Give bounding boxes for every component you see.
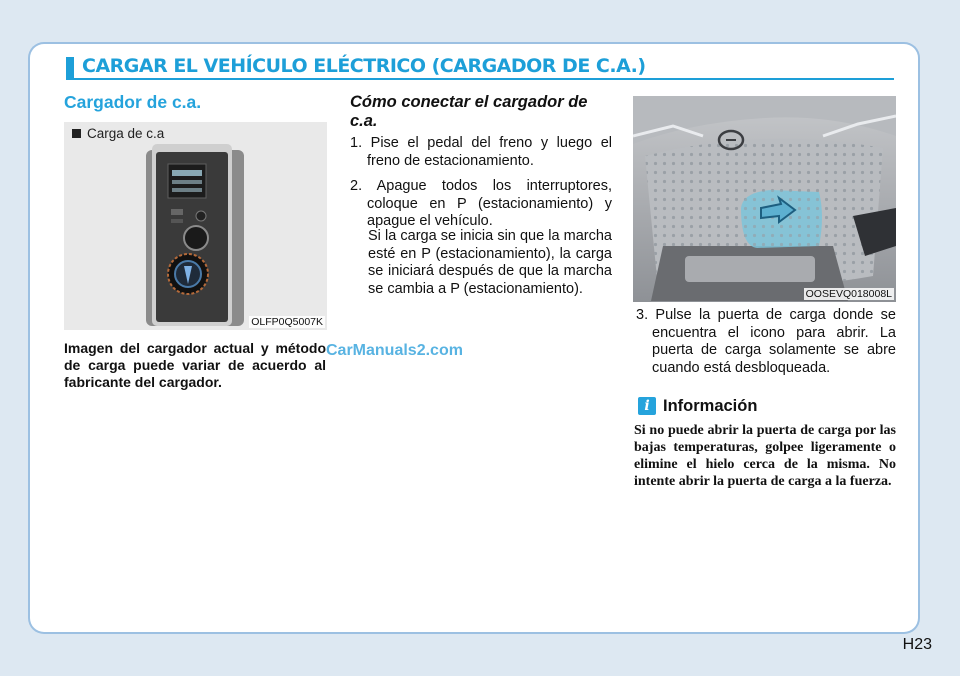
- ac-charger-heading: Cargador de c.a.: [64, 92, 202, 112]
- shift-note-text: Si la carga se inicia sin que la marcha esté en P (estacionamiento), la carga se iniciará después de que la marcha se cambia a P (estacionamiento).: [368, 228, 612, 297]
- ac-charger-illustration: [64, 122, 327, 330]
- vehicle-front-illustration: [633, 96, 896, 302]
- section-title: CARGAR EL VEHÍCULO ELÉCTRICO (CARGADOR DE C.A.): [82, 55, 646, 77]
- ac-charger-figure: [64, 122, 327, 330]
- connect-steps-list: [350, 135, 612, 239]
- connect-charger-heading: Cómo conectar el cargador de c.a.: [350, 93, 588, 130]
- step-item: 2. Apague todos los interruptores, coloque en P (estacionamiento) y apague el vehículo.: [350, 178, 612, 229]
- info-title: Información: [663, 397, 758, 415]
- figure-code: OLFP0Q5007K: [251, 316, 323, 328]
- step-item: 3. Pulse la puerta de carga donde se encuentra el icono para abrir. La puerta de carga solamente se abre cuando está desbloqueada.: [636, 307, 896, 376]
- figure-code: OOSEVQ018008L: [805, 288, 892, 300]
- step-item: 1. Pise el pedal del freno y luego el freno de estacionamiento.: [350, 135, 612, 169]
- page-number: H23: [902, 636, 932, 653]
- watermark-text: CarManuals2.com: [326, 342, 463, 359]
- figure-caption: Carga de c.a: [72, 126, 164, 141]
- section-header-bar: [66, 57, 74, 80]
- charge-door-figure: [633, 96, 896, 302]
- info-icon: i: [638, 397, 656, 415]
- section-header-rule: [74, 78, 894, 80]
- charger-note-text: Imagen del cargador actual y método de carga puede variar de acuerdo al fabricante del cargador.: [64, 340, 326, 390]
- info-text: Si no puede abrir la puerta de carga por las bajas temperaturas, golpee ligeramente o elimine el hielo cerca de la misma. No intente abrir la puerta de carga a la fuerza.: [634, 423, 896, 489]
